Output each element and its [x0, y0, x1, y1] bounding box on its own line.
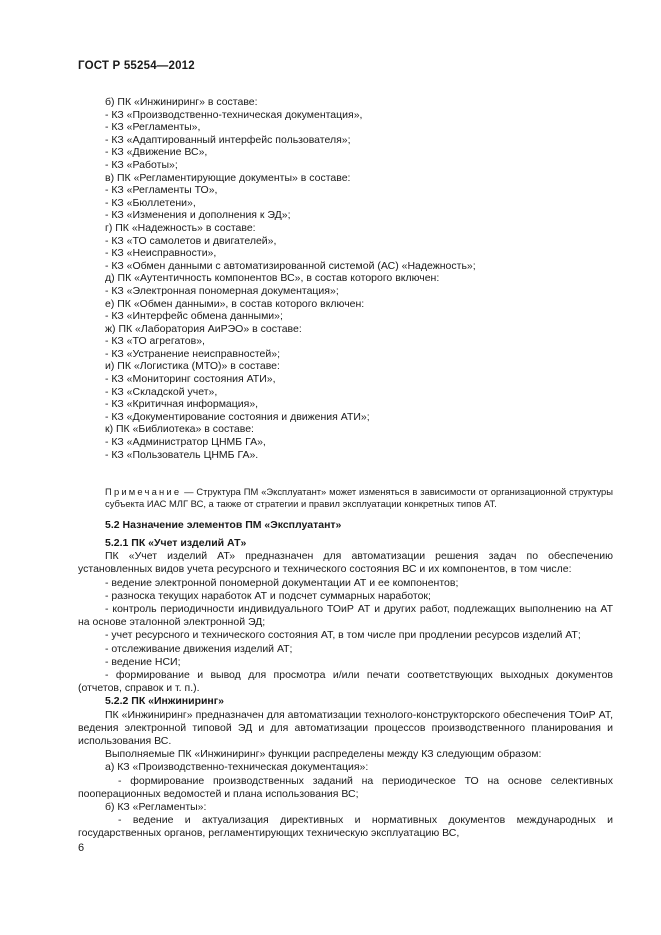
bullet-item: - ведение НСИ; [105, 655, 181, 668]
bullet-item: - контроль периодичности индивидуального ТОиР АТ и других работ, подлежащих выполнению на АТ на основе эталонной электронной ЭД; [78, 603, 613, 629]
document-header: ГОСТ Р 55254—2012 [78, 60, 195, 72]
section-body [78, 537, 613, 841]
list-item: - КЗ «Изменения и дополнения к ЭД»; [105, 209, 291, 222]
list-item: - КЗ «Движение ВС», [105, 146, 208, 159]
list-item: - КЗ «Регламенты ТО», [105, 184, 218, 197]
bullet-item: - ведение электронной пономерной документации АТ и ее компонентов; [105, 576, 459, 589]
list-item: - КЗ «Электронная пономерная документация»; [105, 284, 339, 297]
list-item: - КЗ «Документирование состояния и движения АТИ»; [105, 410, 370, 423]
list-item: к) ПК «Библиотека» в составе: [105, 423, 254, 436]
list-item: - КЗ «Неисправности», [105, 247, 217, 260]
list-item: - КЗ «Регламенты», [105, 121, 201, 134]
list-item: - КЗ «Мониторинг состояния АТИ», [105, 373, 276, 386]
list-item: - КЗ «Критичная информация», [105, 398, 259, 411]
list-item: - КЗ «Администратор ЦНМБ ГА», [105, 436, 266, 449]
list-item: - КЗ «Адаптированный интерфейс пользователя»; [105, 133, 351, 146]
bullet-item: - формирование и вывод для просмотра и/или печати соответствующих выходных документов (отчетов, справок и т. п.). [78, 669, 613, 695]
list-item: - КЗ «Работы»; [105, 158, 178, 171]
subsection-heading: 5.2.2 ПК «Инжиниринг» [105, 695, 224, 708]
list-item: б) ПК «Инжиниринг» в составе: [105, 96, 258, 108]
list-item: б) КЗ «Регламенты»: [105, 801, 207, 814]
list-item: - КЗ «Складской учет», [105, 385, 218, 398]
list-item: е) ПК «Обмен данными», в состав которого включен: [105, 297, 365, 310]
list-item: - КЗ «ТО самолетов и двигателей», [105, 234, 277, 247]
list-item: - КЗ «Интерфейс обмена данными»; [105, 310, 283, 323]
bullet-item: - разноска текущих наработок АТ и подсчет суммарных наработок; [105, 589, 431, 602]
paragraph: Выполняемые ПК «Инжиниринг» функции распределены между КЗ следующим образом: [105, 748, 542, 761]
bullet-item: - ведение и актуализация директивных и нормативных документов международных и государственных органов, регламентирующих техническую эксплуатацию ВС, [78, 814, 613, 840]
subsection-heading: 5.2.1 ПК «Учет изделий АТ» [105, 537, 247, 549]
note-text: — Структура ПМ «Эксплуатант» может изменяться в зависимости от организационной структуры субъекта ИАС МЛГ ВС, а также от стратегии и правил эксплуатации конкретных типов АТ. [105, 486, 613, 510]
list-item: д) ПК «Аутентичность компонентов ВС», в состав которого включен: [105, 272, 440, 285]
note-paragraph [105, 486, 613, 511]
list-item: - КЗ «ТО агрегатов», [105, 335, 205, 348]
paragraph: ПК «Инжиниринг» предназначен для автоматизации технолого-конструкторского обеспечения ТОиР АТ, ведения электронной типовой ЭД и для автоматизации процессов производственного планирования и использования ВС. [78, 708, 613, 748]
list-item: ж) ПК «Лаборатория АиРЭО» в составе: [105, 322, 302, 335]
list-item: - КЗ «Бюллетени», [105, 196, 196, 209]
list-item: - КЗ «Пользователь ЦНМБ ГА». [105, 448, 259, 461]
list-item: а) КЗ «Производственно-техническая документация»: [105, 761, 369, 774]
list-item: - КЗ «Устранение неисправностей»; [105, 347, 281, 360]
component-list [105, 96, 605, 461]
list-item: - КЗ «Обмен данными с автоматизированной системой (АС) «Надежность»; [105, 259, 476, 272]
list-item: г) ПК «Надежность» в составе: [105, 221, 256, 234]
list-item: и) ПК «Логистика (МТО)» в составе: [105, 360, 280, 373]
bullet-item: - учет ресурсного и технического состояния АТ, в том числе при продлении ресурсов изделий АТ; [105, 629, 581, 642]
section-heading: 5.2 Назначение элементов ПМ «Эксплуатант» [105, 519, 342, 531]
bullet-item: - формирование производственных заданий на периодическое ТО на основе селективных пооперационных ведомостей и плана использования ВС; [78, 774, 613, 800]
bullet-item: - отслеживание движения изделий АТ; [105, 642, 293, 655]
page-number: 6 [78, 842, 85, 854]
list-item: - КЗ «Производственно-техническая документация», [105, 108, 363, 121]
paragraph: ПК «Учет изделий АТ» предназначен для автоматизации решения задач по обеспечению установленных видов учета ресурсного и технического состояния ВС и их компонентов, в том числе: [78, 550, 613, 576]
list-item: в) ПК «Регламентирующие документы» в составе: [105, 171, 351, 184]
note-label: Примечание [105, 486, 182, 497]
